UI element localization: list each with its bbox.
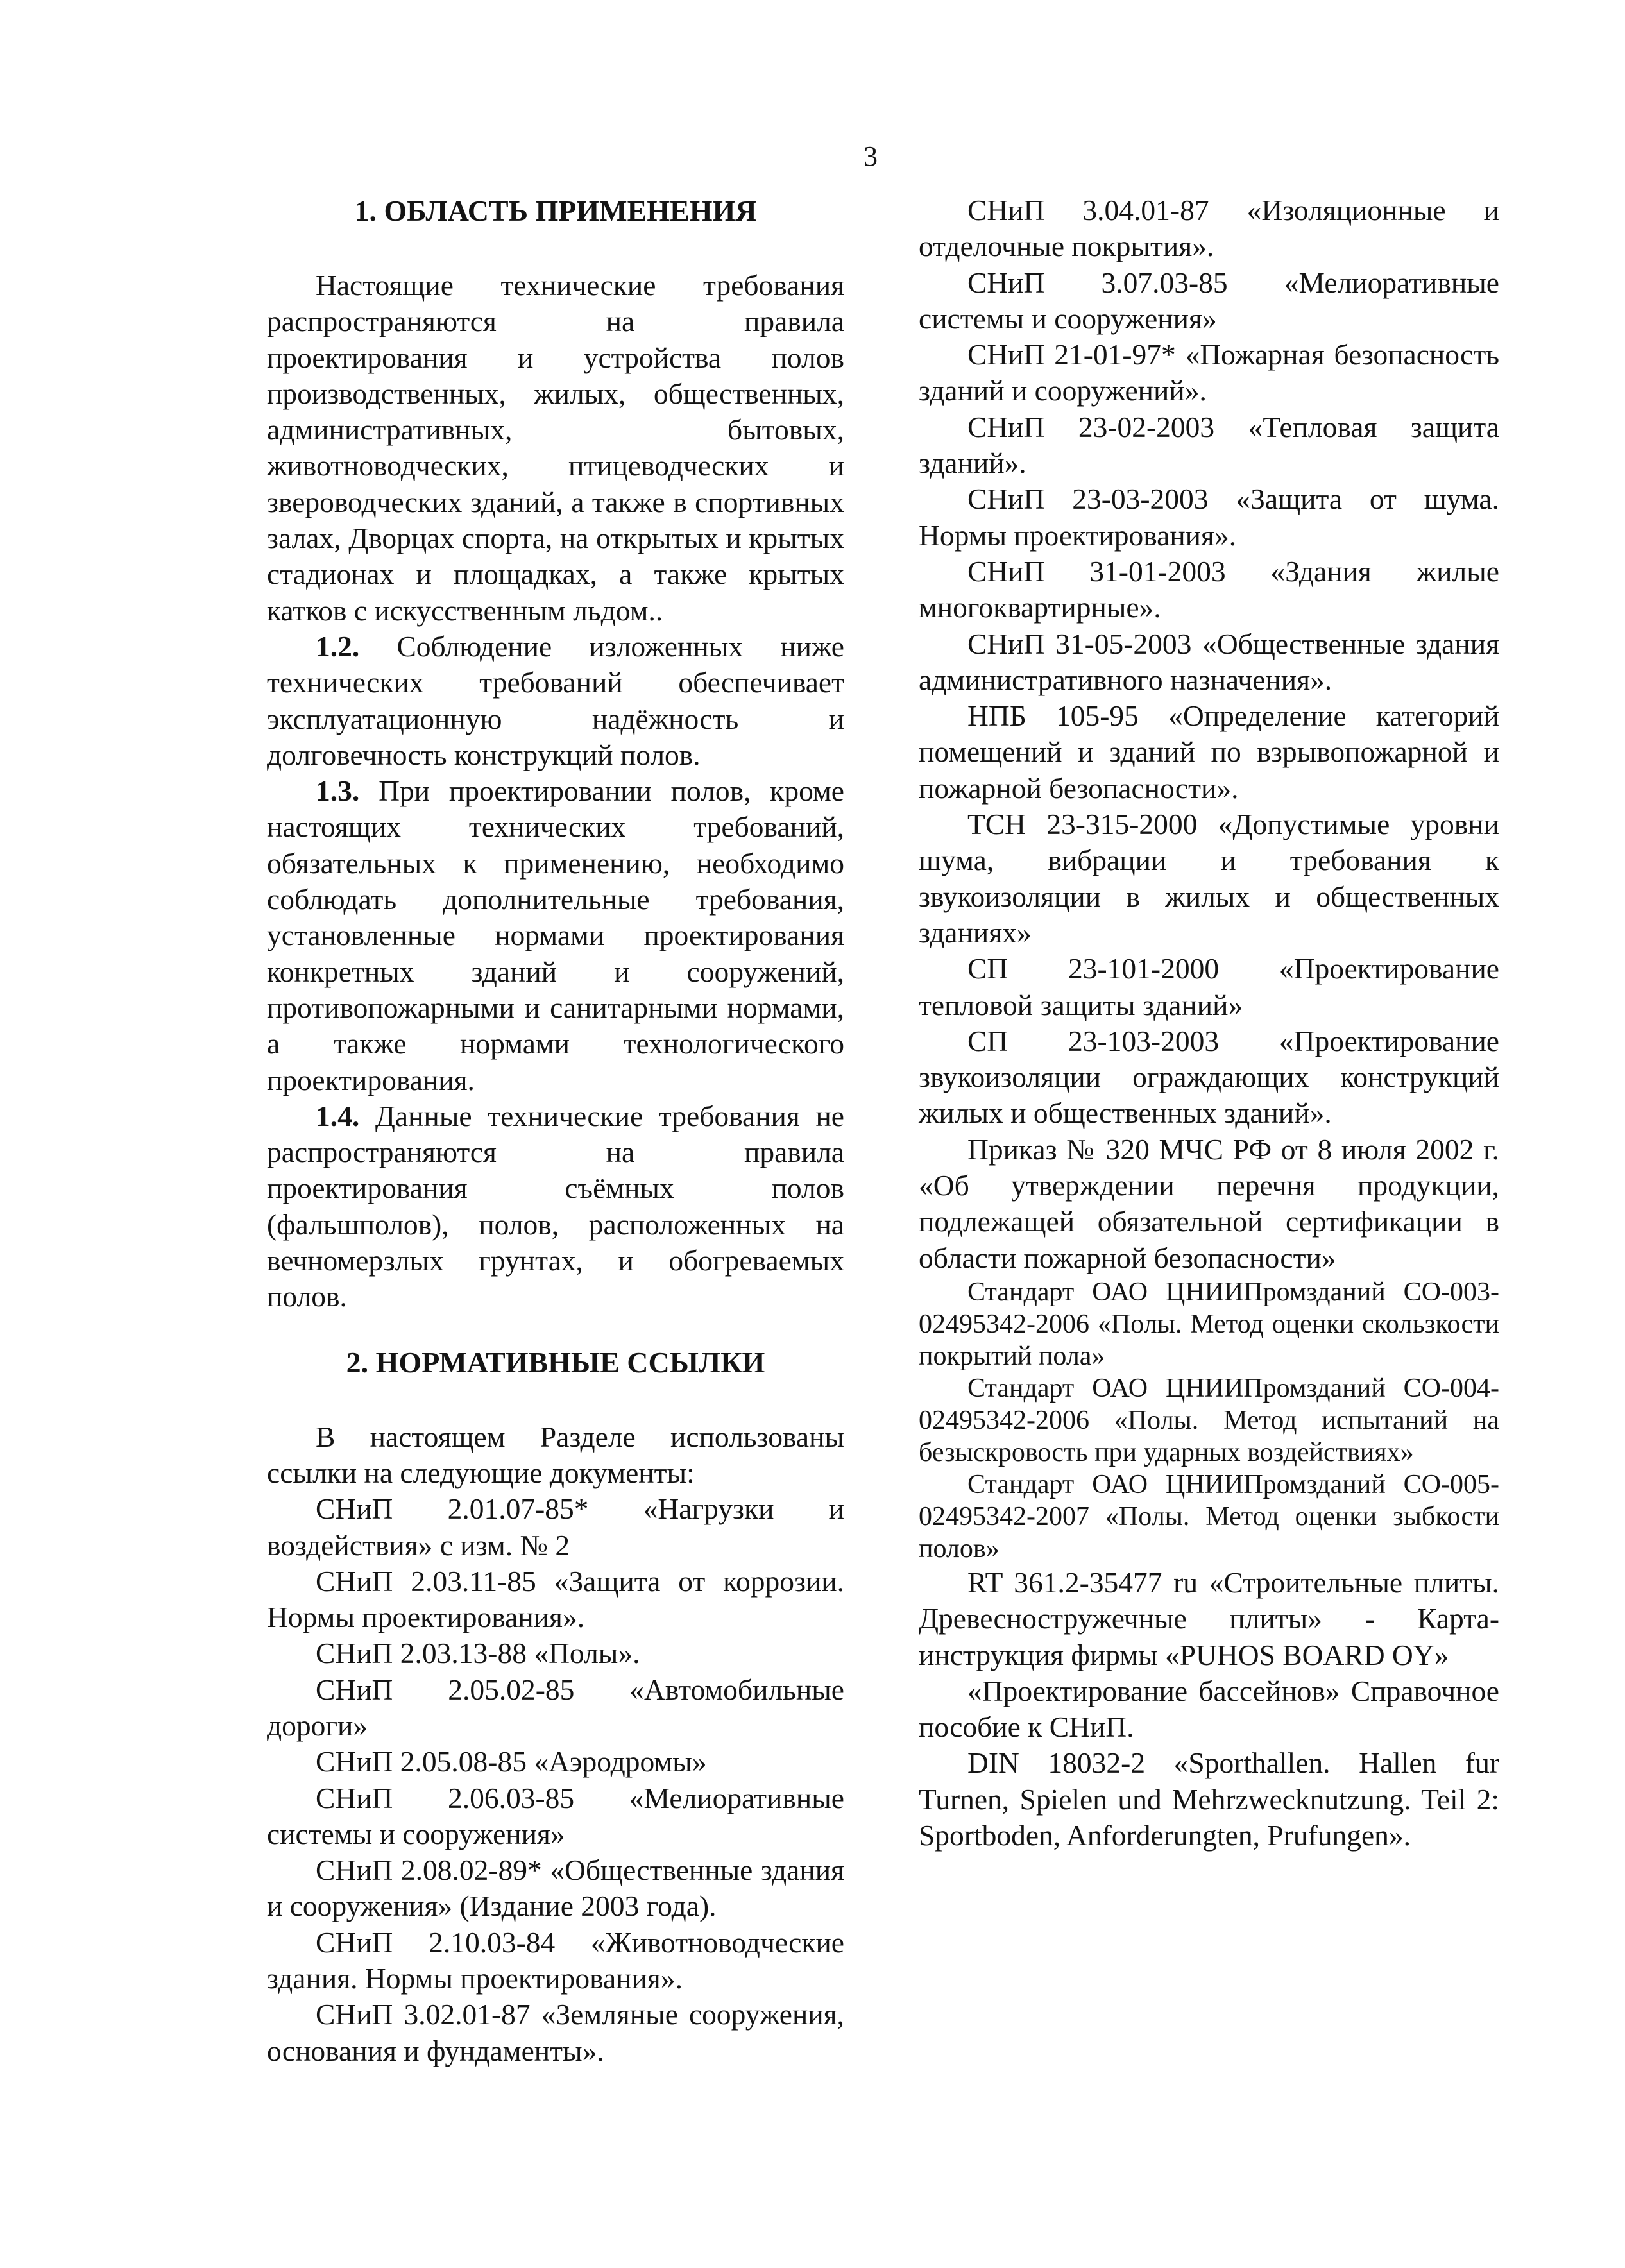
reference-item: СНиП 31-01-2003 «Здания жилые многоквартирные». [919, 554, 1499, 624]
reference-item: RT 361.2-35477 ru «Строительные плиты. Древесностружечные плиты» - Карта-инструкция фирмы «PUHOS BOARD OY» [919, 1565, 1499, 1671]
reference-item: ТСН 23-315-2000 «Допустимые уровни шума, вибрации и требования к звукоизоляции в жилых и общественных зданиях» [919, 808, 1499, 949]
reference-item: СНиП 3.04.01-87 «Изоляционные и отделочные покрытия». [919, 194, 1499, 263]
reference-item: СНиП 21-01-97* «Пожарная безопасность зданий и сооружений». [919, 338, 1499, 407]
page-number: 3 [864, 141, 878, 172]
reference-item: СНиП 2.01.07-85* «Нагрузки и воздействия» с изм. № 2 [267, 1492, 844, 1562]
reference-item: Стандарт ОАО ЦНИИПромзданий СО-004-02495342-2006 «Полы. Метод испытаний на безыскровость при ударных воздействиях» [919, 1373, 1499, 1467]
paragraph-text: Данные технические требования не распространяются на правила проектирования съёмных полов (фальшполов), полов, расположенных на вечномерзлых грунтах, и обогреваемых полов. [267, 1099, 844, 1313]
paragraph-1-3 [267, 773, 844, 1098]
reference-item: DIN 18032-2 «Sporthallen. Hallen fur Turnen, Spielen und Mehrzwecknutzung. Teil 2: Sportboden, Anforderungten, Prufungen». [919, 1746, 1499, 1852]
clause-number: 1.4. [316, 1099, 360, 1132]
reference-item: СНиП 2.05.08-85 «Аэродромы» [316, 1745, 707, 1778]
reference-item: Приказ № 320 МЧС РФ от 8 июля 2002 г. «Об утверждении перечня продукции, подлежащей обязательной сертификации в области пожарной безопасности» [919, 1132, 1499, 1274]
reference-item: Стандарт ОАО ЦНИИПромзданий СО-005-02495342-2007 «Полы. Метод оценки зыбкости полов» [919, 1469, 1499, 1564]
reference-item: СНиП 2.08.02-89* «Общественные здания и сооружения» (Издание 2003 года). [267, 1854, 844, 1923]
paragraph-1-1: Настоящие технические требования распространяются на правила проектирования и устройства полов производственных, жилых, общественных, административных, бытовых, животноводческих, птицеводческих и звероводческих зданий, а также в спортивных залах, Дворцах спорта, на открытых и крытых стадионах и площадках, а также крытых катков с искусственным льдом.. [267, 269, 844, 627]
reference-item: СП 23-101-2000 «Проектирование тепловой защиты зданий» [919, 952, 1499, 1021]
reference-item: СНиП 23-02-2003 «Тепловая защита зданий». [919, 410, 1499, 480]
reference-item: «Проектирование бассейнов» Справочное пособие к СНиП. [919, 1674, 1499, 1744]
right-column [919, 192, 1499, 1854]
paragraph-1-2 [267, 629, 844, 773]
reference-item: СНиП 3.02.01-87 «Земляные сооружения, основания и фундаменты». [267, 1998, 844, 2067]
reference-item: СНиП 2.10.03-84 «Животноводческие здания. Нормы проектирования». [267, 1925, 844, 1995]
clause-number: 1.3. [316, 774, 360, 808]
left-column [267, 192, 844, 2069]
clause-number: 1.2. [316, 629, 360, 663]
reference-item: НПБ 105-95 «Определение категорий помещений и зданий по взрывопожарной и пожарной безопасности». [919, 699, 1499, 805]
reference-item: СНиП 23-03-2003 «Защита от шума. Нормы проектирования». [919, 482, 1499, 552]
reference-item: СНиП 2.05.02-85 «Автомобильные дороги» [267, 1673, 844, 1742]
paragraph-text: Соблюдение изложенных ниже технических требований обеспечивает эксплуатационную надёжность и долговечность конструкций полов. [267, 629, 844, 771]
section-1-heading: 1. ОБЛАСТЬ ПРИМЕНЕНИЯ [354, 194, 757, 227]
reference-item: СНиП 3.07.03-85 «Мелиоративные системы и сооружения» [919, 266, 1499, 335]
paragraph-1-4 [267, 1098, 844, 1315]
reference-item: СНиП 31-05-2003 «Общественные здания административного назначения». [919, 627, 1499, 696]
reference-item: Стандарт ОАО ЦНИИПромзданий СО-003-02495342-2006 «Полы. Метод оценки скользкости покрытий пола» [919, 1277, 1499, 1371]
reference-item: СП 23-103-2003 «Проектирование звукоизоляции ограждающих конструкций жилых и общественных зданий». [919, 1024, 1499, 1130]
reference-item: СНиП 2.03.11-85 «Защита от коррозии. Нормы проектирования». [267, 1564, 844, 1634]
paragraph-text: При проектировании полов, кроме настоящих технических требований, обязательных к применению, необходимо соблюдать дополнительные требования, установленные нормами проектирования конкретных зданий и сооружений, противопожарными и санитарными нормами, а также нормами технологического проектирования. [267, 774, 844, 1096]
references-intro: В настоящем Разделе использованы ссылки на следующие документы: [267, 1420, 844, 1489]
reference-item: СНиП 2.03.13-88 «Полы». [316, 1637, 640, 1670]
reference-item: СНиП 2.06.03-85 «Мелиоративные системы и сооружения» [267, 1781, 844, 1850]
section-2-heading: 2. НОРМАТИВНЫЕ ССЫЛКИ [346, 1345, 765, 1379]
